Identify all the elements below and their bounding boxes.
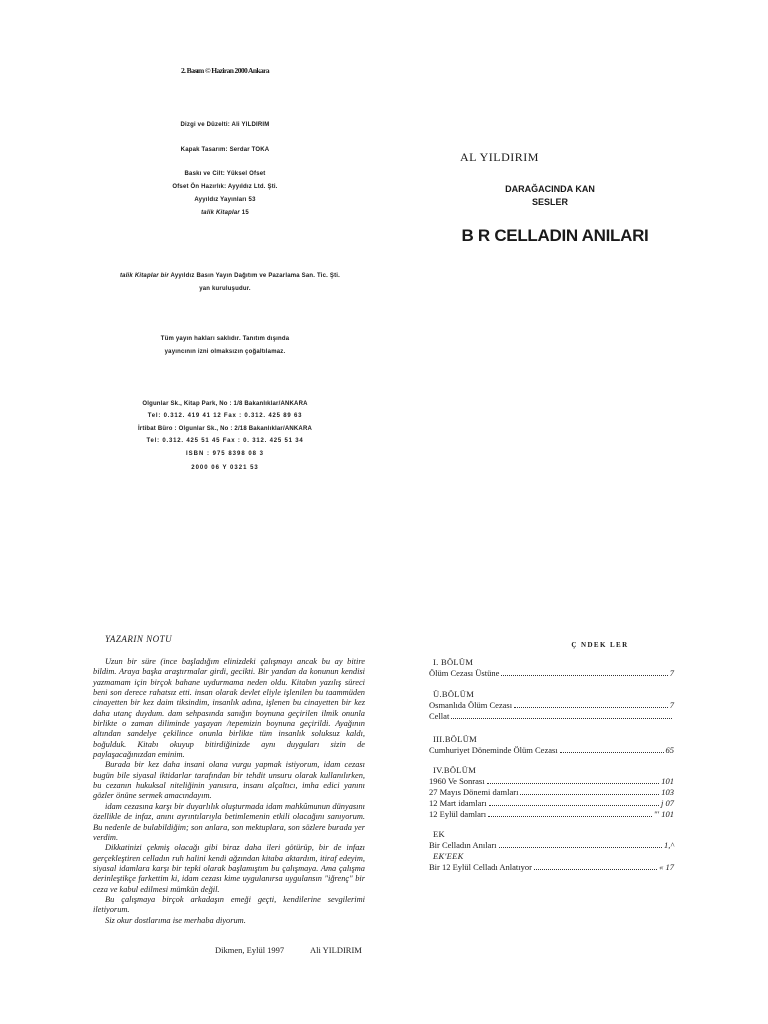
office-phone-line: Tel: 0.312. 425 51 45 Fax : 0. 312. 425 51 34: [146, 438, 304, 444]
toc-entry-title: Bir Celladın Anıları: [429, 840, 497, 850]
publisher-number: Ayyıldız Yayınları 53: [194, 197, 256, 203]
publisher-company: Ayyıldız Basın Yayın Dağıtım ve Pazarlama San. Tic. Şti.: [168, 273, 341, 279]
subtitle-line1: DARAĞACINDA KAN: [505, 184, 595, 194]
toc-entry: [429, 809, 674, 819]
toc-entry-title: Bir 12 Eylül Celladı Anlatıyor: [429, 862, 532, 872]
book-title: B R CELLADIN ANILARI: [461, 226, 649, 245]
toc-part-3: III.BÖLÜM: [433, 734, 478, 744]
credit-prepress: Ofset Ön Hazırlık: Ayyıldız Ltd. Şti.: [172, 184, 278, 190]
toc-leader: [499, 841, 663, 848]
toc-entry: [429, 798, 674, 808]
toc-entry-page: 7: [669, 668, 674, 678]
note-paragraph: Burada bir kez daha insani olana vurgu yapmak istiyorum, idam cezası bugün bile siyasal iktidarlar tarafından bir tehdit unsuru olarak kullanılırken, bu cezanın hukuksal niteliğinin yanısıra, insanı alçaltıcı, imha edici yanını gözler önüne sermek amacındayım.: [93, 760, 365, 801]
toc-entry-title: Osmanlıda Ölüm Cezası: [429, 700, 513, 710]
series-name: talik Kitaplar: [201, 210, 240, 216]
toc-entry-page: 1,^: [664, 840, 674, 850]
series-number: 15: [239, 210, 249, 216]
toc-part-2: Ü.BÖLÜM: [433, 689, 475, 699]
toc-entry-title: 12 Eylül damları: [429, 809, 487, 819]
toc-leader: [487, 777, 660, 784]
toc-entry-page: 101: [661, 776, 674, 786]
publisher-statement-line2: yan kuruluşudur.: [199, 286, 251, 292]
office-address-line: İrtibat Büro : Olgunlar Sk., No : 2/18 Bakanlıklar/ANKARA: [137, 426, 313, 432]
note-signature: [215, 945, 375, 955]
toc-leader: [520, 788, 659, 795]
toc-entry-page: 7: [669, 700, 674, 710]
toc-entry-page: "' 101: [653, 809, 674, 819]
toc-entry: [429, 776, 674, 786]
toc-entry-title: Cellat: [429, 711, 450, 721]
toc-entry-page: « 17: [659, 862, 674, 872]
note-paragraph: Bu çalışmaya birçok arkadaşın emeği geçti, kendilerine sevgilerimi iletiyorum.: [93, 894, 365, 915]
toc-entry-page: 103: [661, 787, 674, 797]
toc-title: Ç NDEK LER: [571, 641, 629, 649]
author-name: AL YILDIRIM: [460, 150, 539, 164]
series-line: [110, 210, 340, 216]
note-heading: YAZARIN NOTU: [105, 634, 173, 644]
toc-entry: [429, 862, 674, 872]
toc-leader: [560, 746, 664, 753]
phone-line: Tel: 0.312. 419 41 12 Fax : 0.312. 425 89 63: [147, 413, 303, 419]
note-body: [93, 657, 365, 926]
publisher-series-italic: talik Kitaplar bir: [119, 273, 169, 279]
toc-entry: [429, 745, 674, 755]
credit-typesetting: Dizgi ve Düzelti: Ali YILDIRIM: [180, 122, 270, 128]
subtitle: [460, 183, 640, 209]
toc-entry: [429, 668, 674, 678]
rights-line2: yayıncının izni olmaksızın çoğaltılamaz.: [164, 349, 286, 355]
subtitle-line2: SESLER: [531, 197, 568, 207]
signature-place-date: Dikmen, Eylül 1997: [215, 945, 285, 955]
credit-print: Baskı ve Cilt: Yüksel Ofset: [184, 171, 266, 177]
note-paragraph: Dikkatinizi çekmiş olacağı gibi biraz daha ileri götürüp, bir de infazı gerçekleştiren celladın ruh halini kendi ağzından kitaba aktardım, itiraf edeyim, siyasal idamlara karşı bir tepki olarak başlamıştım bu çalışmaya. Ama çalışma derinleştikçe farkettim ki, idam cezası kime uygulanırsa uygulansın "iğrenç" bir ceza ve kabul edilmesi mümkün değil.: [93, 843, 365, 894]
toc-entry-page: j 07: [661, 798, 674, 808]
toc-leader: [501, 669, 667, 676]
toc-leader: [514, 701, 668, 708]
toc-leader: [488, 810, 652, 817]
toc-part-appendix-2: EK'EEK: [433, 851, 464, 861]
note-paragraph: Siz okur dostlarıma ise merhaba diyorum.: [105, 915, 246, 925]
publisher-statement-line1: [80, 273, 380, 279]
toc-part-1: I. BÖLÜM: [433, 657, 474, 667]
rights-line1: Tüm yayın hakları saklıdır. Tanıtım dışında: [160, 336, 290, 342]
address-line: Olgunlar Sk., Kitap Park, No : 1/8 Bakanlıklar/ANKARA: [142, 401, 308, 407]
toc-part-appendix: EK: [433, 829, 445, 839]
edition-line: 2. Basım © Haziran 2000 Ankara: [180, 66, 270, 75]
toc-entry-title: 1960 Ve Sonrası: [429, 776, 485, 786]
toc-entry-page: 65: [665, 745, 674, 755]
catalog-code-line: 2000 06 Y 0321 53: [191, 465, 259, 471]
signature-name: Ali YILDIRIM: [310, 945, 362, 955]
toc-leader: [489, 799, 659, 806]
toc-entry-title: 27 Mayıs Dönemi damları: [429, 787, 519, 797]
credit-cover-design: Kapak Tasarım: Serdar TOKA: [180, 147, 270, 153]
isbn-line: ISBN : 975 8398 08 3: [185, 451, 265, 457]
note-paragraph: Uzun bir süre (ince başladığım elinizdeki çalışmayı ancak bu ay bitire bildim. Araya başka araştırmalar girdi, gecikti. Bir yandan da konunun kendisi yazmamam için birçok bahane uydurmama neden oldu. Kitabın yazılış süreci beni son derece rahatsız etti. insan olarak devlet eliyle işlenilen bu taammüden cinayetten bir kez daim tiksindim, insanlık adına, işlenen bu cinayetten bir kez daha utanç duydum. dam sehpasında sanığın boynuna geçirilen ilmik onunla birlikte o zaman diliminde yaşayan /tepemizin boynuna geçirildi. Ayağının altından sandelye çekilince onunla birlikte tüm insanlık soluksuz kaldı, boğulduk. Kitabı okuyup bitirdiğinizde aynı duyguları sizin de paylaşacağınızdan eminim.: [93, 657, 365, 760]
toc-leader: [534, 863, 657, 870]
toc-entry-title: 12 Mart idamları: [429, 798, 487, 808]
toc-entry: [429, 700, 674, 710]
toc-entry: [429, 787, 674, 797]
note-paragraph: idam cezasına karşı bir duyarlılık oluşturmada idam mahkûmunun dünyasını özellikle de infaz, anını ayrıntılarıyla betimlemenin etkili olacağını sanıyorum. Bu nedenle de bulabildiğim; son anlara, son mektuplara, son sözlere burada yer verdim.: [93, 801, 365, 842]
toc-entry-title: Cumhuriyet Döneminde Ölüm Cezası: [429, 745, 558, 755]
toc-entry-title: Ölüm Cezası Üstüne: [429, 668, 500, 678]
toc-leader: [451, 712, 672, 719]
toc-entry: [429, 711, 674, 721]
toc-part-4: IV.BÖLÜM: [433, 765, 477, 775]
toc-entry: [429, 840, 674, 850]
